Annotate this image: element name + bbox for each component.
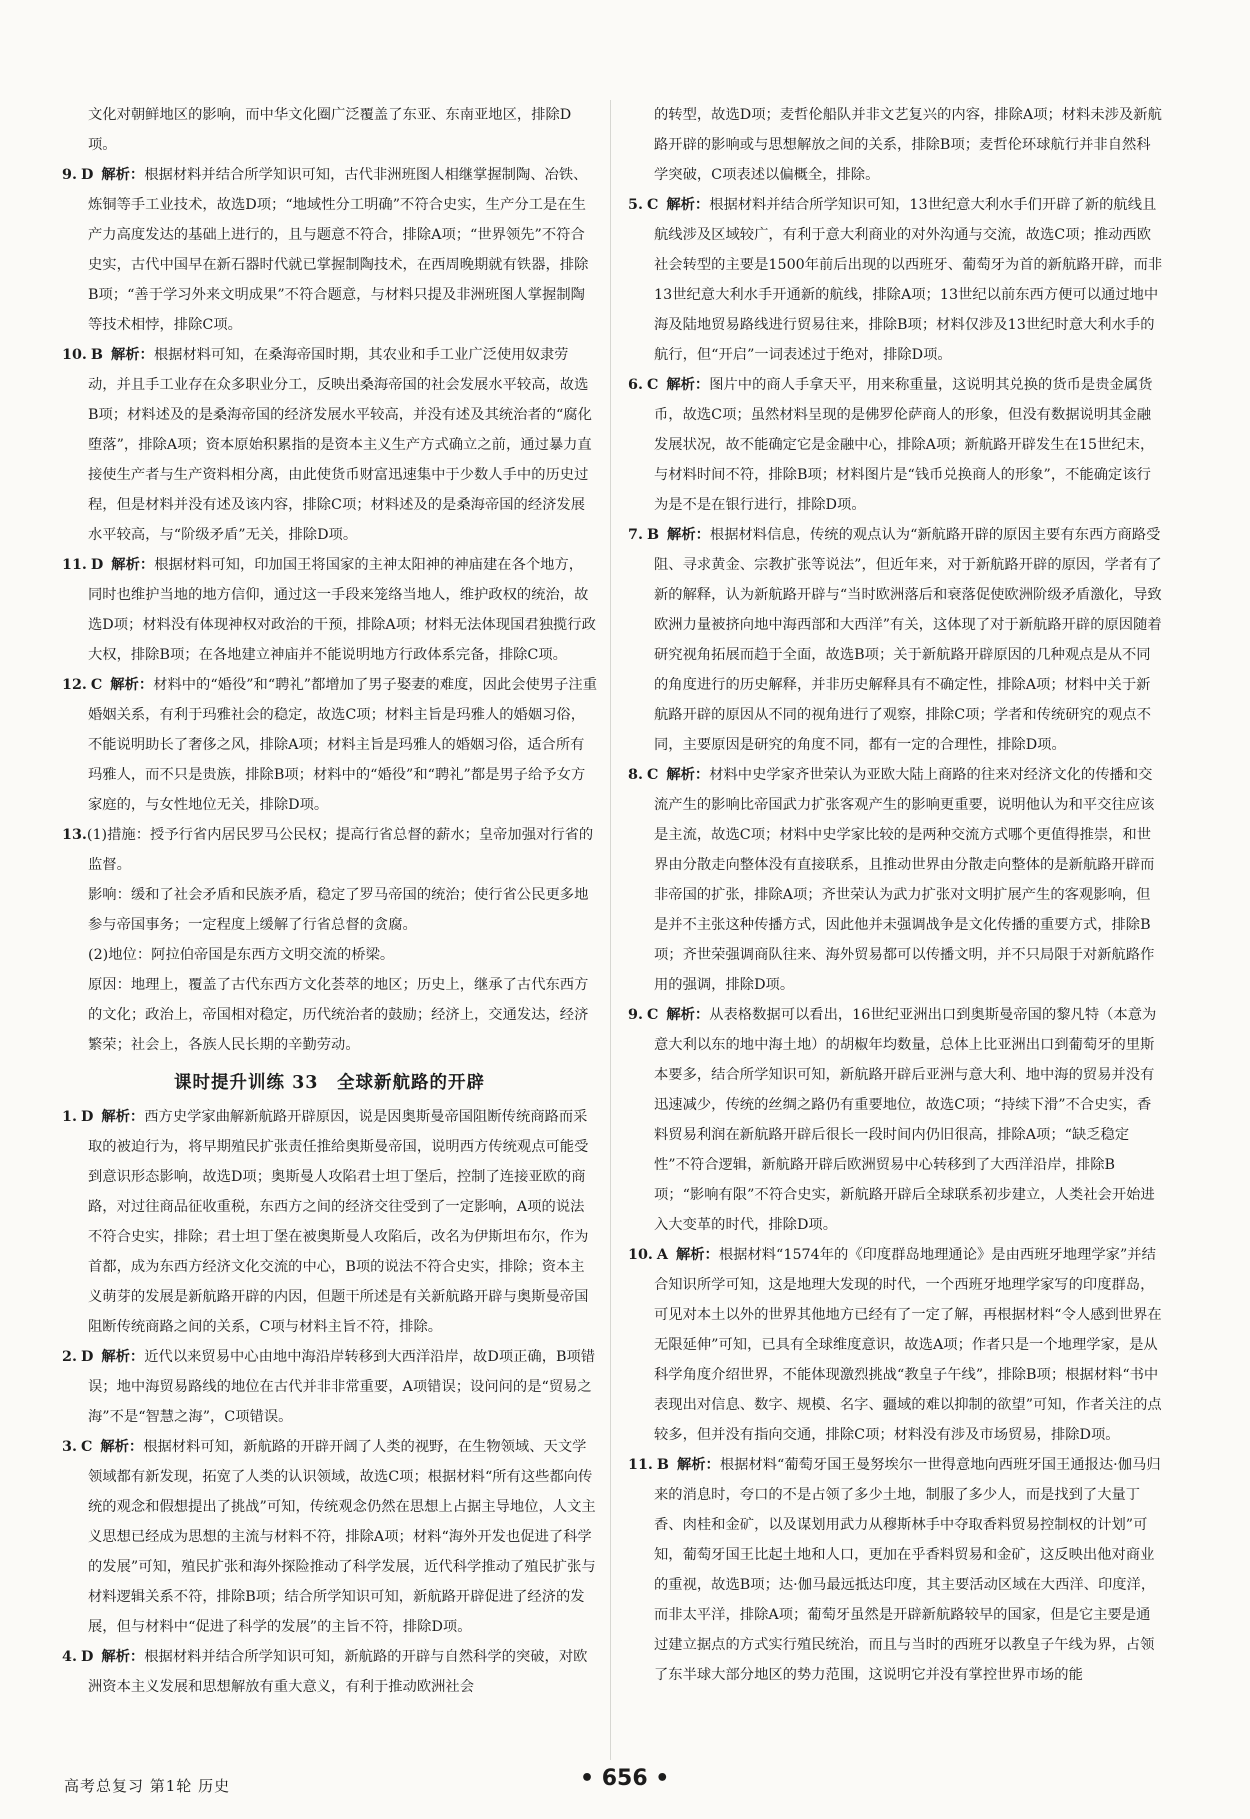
item-number: 11. bbox=[628, 1457, 653, 1473]
analysis-label: 解析： bbox=[101, 1349, 145, 1365]
answer-letter: D bbox=[80, 1109, 94, 1125]
analysis-label: 解析： bbox=[101, 167, 145, 183]
paragraph: 文化对朝鲜地区的影响，而中华文化圈广泛覆盖了东亚、东南亚地区，排除D项。 bbox=[88, 107, 572, 153]
item-number: 12. bbox=[62, 677, 87, 693]
analysis-text: 近代以来贸易中心由地中海沿岸转移到大西洋沿岸，故D项正确，B项错误；地中海贸易路线的地位在古代并非非常重要，A项错误；设问问的是“贸易之海”不是“智慧之海”，C项错误。 bbox=[88, 1349, 596, 1425]
analysis-text: 根据材料并结合所学知识可知，新航路的开辟与自然科学的突破，对欧洲资本主义发展和思想解放有重大意义，有利于推动欧洲社会 bbox=[88, 1649, 588, 1695]
analysis-text: 根据材料信息，传统的观点认为“新航路开辟的原因主要有东西方商路受阻、寻求黄金、宗教扩张等说法”，但近年来，对于新航路开辟的原因，学者有了新的解释，认为新航路开辟与“当时欧洲落后和衰落促使欧洲阶级矛盾激化，导致欧洲力量被挤向地中海西部和大西洋”有关，这体现了对于新航路开辟的原因随着研究视角拓展而趋于全面，故选B项；关于新航路开辟原因的几种观点是从不同的角度进行的历史解释，并非历史解释具有不确定性，排除A项；材料中关于新航路开辟的原因从不同的视角进行了观察，排除C项；学者和传统研究的观点不同，主要原因是研究的角度不同，都有一定的合理性，排除D项。 bbox=[654, 527, 1162, 753]
page-number: • 656 • bbox=[580, 1766, 670, 1791]
column-divider bbox=[610, 100, 611, 1760]
item-number: 7. bbox=[628, 527, 643, 543]
section-title: 课时提升训练 33 全球新航路的开辟 bbox=[174, 1073, 485, 1093]
book-title-footer: 高考总复习 第1轮 历史 bbox=[64, 1777, 231, 1795]
answer-letter: D bbox=[80, 1349, 94, 1365]
right-column bbox=[628, 100, 1163, 1690]
answer-letter: C bbox=[90, 677, 103, 693]
analysis-text: 材料中的“婚役”和“聘礼”都增加了男子娶妻的难度，因此会使男子注重婚姻关系，有利于玛雅社会的稳定，故选C项；材料主旨是玛雅人的婚姻习俗，不能说明助长了奢侈之风，排除A项；材料主旨是玛雅人的婚姻习俗，适合所有玛雅人，而不只是贵族，排除B项；材料中的“婚役”和“聘礼”都是男子给予女方家庭的，与女性地位无关，排除D项。 bbox=[88, 677, 597, 813]
answer-item-3 bbox=[62, 1432, 597, 1642]
analysis-label: 解析： bbox=[101, 1649, 145, 1665]
analysis-text: 根据材料可知，新航路的开辟开阔了人类的视野，在生物领域、天文学领域都有新发现，拓宽了人类的认识领域，故选C项；根据材料“所有这些都向传统的观念和假想提出了挑战”可知，传统观念仍然在思想上占据主导地位，人文主义思想已经成为思想的主流与材料不符，排除A项；材料“海外开发也促进了科学的发展”可知，殖民扩张和海外探险推动了科学发展，近代科学推动了殖民扩张与材料逻辑关系不符，排除B项；结合所学知识可知，新航路开辟促进了经济的发展，但与材料中“促进了科学的发展”的主旨不符，排除D项。 bbox=[88, 1439, 596, 1635]
answer-item-11 bbox=[628, 1450, 1163, 1690]
analysis-text: 根据材料“1574年的《印度群岛地理通论》是由西班牙地理学家”并结合知识所学可知，这是地理大发现的时代，一个西班牙地理学家写的印度群岛，可见对本土以外的世界其他地方已经有了一定了解，再根据材料“令人感到世界在无限延伸”可知，已具有全球维度意识，故选A项；作者只是一个地理学家，是从科学角度介绍世界，不能体现激烈挑战“教皇子午线”，排除B项；根据材料“书中表现出对信息、数字、规模、名字、疆域的难以抑制的欲望”可知，作者关注的点较多，但并没有指向交通，排除C项；材料没有涉及市场贸易，排除D项。 bbox=[654, 1247, 1162, 1443]
analysis-text: 根据材料可知，印加国王将国家的主神太阳神的神庙建在各个地方，同时也维护当地的地方信仰，通过这一手段来笼络当地人，维护政权的统治，故选D项；材料没有体现神权对政治的干预，排除A项；材料无法体现国君独揽行政大权，排除B项；在各地建立神庙并不能说明地方行政体系完备，排除C项。 bbox=[88, 557, 596, 663]
answer-item-5 bbox=[628, 190, 1163, 370]
analysis-label: 解析： bbox=[666, 197, 710, 213]
answer-letter: C bbox=[646, 1007, 659, 1023]
answer-text: (1)措施：授予行省内居民罗马公民权；提高行省总督的薪水；皇帝加强对行省的监督。 bbox=[86, 827, 594, 873]
item-number: 9. bbox=[628, 1007, 643, 1023]
answer-item-12 bbox=[62, 670, 597, 820]
analysis-text: 从表格数据可以看出，16世纪亚洲出口到奥斯曼帝国的黎凡特（本意为意大利以东的地中海土地）的胡椒年均数量，总体上比亚洲出口到葡萄牙的里斯本要多，结合所学知识可知，新航路开辟后亚洲与意大利、地中海的贸易并没有迅速减少，传统的丝绸之路仍有重要地位，故选C项；“持续下滑”不合史实，香料贸易利润在新航路开辟后很长一段时间内仍旧很高，排除A项；“缺乏稳定性”不符合逻辑，新航路开辟后欧洲贸易中心转移到了大西洋沿岸，排除B项；“影响有限”不符合史实，新航路开辟后全球联系初步建立，人类社会开始进入大变革的时代，排除D项。 bbox=[654, 1007, 1157, 1233]
analysis-text: 图片中的商人手拿天平，用来称重量，这说明其兑换的货币是贵金属货币，故选C项；虽然材料呈现的是佛罗伦萨商人的形象，但没有数据说明其金融发展状况，故不能确定它是金融中心，排除A项；新航路开辟发生在15世纪末，与材料时间不符，排除B项；材料图片是“钱币兑换商人的形象”，不能确定该行为是不是在银行进行，排除D项。 bbox=[654, 377, 1155, 513]
answer-item-8 bbox=[628, 760, 1163, 1000]
answer-letter: A bbox=[656, 1247, 668, 1263]
answer-item-1 bbox=[62, 1102, 597, 1342]
analysis-label: 解析： bbox=[667, 527, 710, 543]
analysis-label: 解析： bbox=[666, 377, 710, 393]
answer-item-13 bbox=[62, 820, 597, 880]
analysis-text: 根据材料可知，在桑海帝国时期，其农业和手工业广泛使用奴隶劳动，并且手工业存在众多职业分工，反映出桑海帝国的社会发展水平较高，故选B项；材料述及的是桑海帝国的经济发展水平较高，并没有述及其统治者的“腐化堕落”，排除A项；资本原始积累指的是资本主义生产方式确立之前，通过暴力直接使生产者与生产资料相分离，由此使货币财富迅速集中于少数人手中的历史过程，但是材料并没有述及该内容，排除C项；材料述及的是桑海帝国的经济发展水平较高，与“阶级矛盾”无关，排除D项。 bbox=[88, 347, 592, 543]
answer-letter: C bbox=[80, 1439, 93, 1455]
answer-item-2 bbox=[62, 1342, 597, 1432]
item-number: 13. bbox=[62, 827, 87, 843]
answer-letter: B bbox=[656, 1457, 669, 1473]
analysis-label: 解析： bbox=[675, 1247, 719, 1263]
analysis-label: 解析： bbox=[666, 1007, 710, 1023]
item-number: 8. bbox=[628, 767, 643, 783]
analysis-text: 根据材料“葡萄牙国王曼努埃尔一世得意地向西班牙国王通报达·伽马归来的消息时，夸口的不是占领了多少土地，制服了多少人，而是找到了大量丁香、肉桂和金矿，以及谋划用武力从穆斯林手中夺取香料贸易控制权的计划”可知，葡萄牙国王比起土地和人口，更加在乎香料贸易和金矿，这反映出他对商业的重视，故选B项；达·伽马最远抵达印度，其主要活动区域在大西洋、印度洋，而非太平洋，排除A项；葡萄牙虽然是开辟新航路较早的国家，但是它主要是通过建立据点的方式实行殖民统治，而且与当时的西班牙以教皇子午线为界，占领了东半球大部分地区的势力范围，这说明它并没有掌控世界市场的能 bbox=[654, 1457, 1161, 1683]
answer-letter: B bbox=[646, 527, 660, 543]
answer-letter: D bbox=[80, 1649, 94, 1665]
answer-letter: C bbox=[646, 767, 659, 783]
analysis-text: 材料中史学家齐世荣认为亚欧大陆上商路的往来对经济文化的传播和交流产生的影响比帝国武力扩张客观产生的影响更重要，说明他认为和平交往应该是主流，故选C项；材料中史学家比较的是两种交流方式哪个更值得推崇，和世界由分散走向整体没有直接联系，且推动世界由分散走向整体的是新航路开辟而非帝国的扩张，排除A项；齐世荣认为武力扩张对文明扩展产生的客观影响，但是并不主张这种传播方式，因此他并未强调战争是文化传播的重要方式，排除B项；齐世荣强调商队往来、海外贸易都可以传播文明，并不只局限于对新航路作用的强调，排除D项。 bbox=[654, 767, 1155, 993]
paragraph: 的转型，故选D项；麦哲伦船队并非文艺复兴的内容，排除A项；材料未涉及新航路开辟的影响或与思想解放之间的关系，排除B项；麦哲伦环球航行并非自然科学突破，C项表述以偏概全，排除。 bbox=[654, 107, 1162, 183]
left-column bbox=[62, 100, 597, 1702]
analysis-label: 解析： bbox=[110, 347, 154, 363]
analysis-text: 西方史学家曲解新航路开辟原因，说是因奥斯曼帝国阻断传统商路而采取的被迫行为，将早期殖民扩张责任推给奥斯曼帝国，说明西方传统观点可能受到意识形态影响，故选D项；奥斯曼人攻陷君士坦丁堡后，控制了连接亚欧的商路，对过往商品征收重税，东西方之间的经济交往受到了一定影响，A项的说法不符合史实，排除；君士坦丁堡在被奥斯曼人攻陷后，改名为伊斯坦布尔，作为首都，成为东西方经济文化交流的中心，B项的说法不符合史实，排除；资本主义萌芽的发展是新航路开辟的内因，但题干所述是有关新航路开辟与奥斯曼帝国阻断传统商路之间的关系，C项与材料主旨不符，排除。 bbox=[88, 1109, 589, 1335]
answer-item-4 bbox=[62, 1642, 597, 1702]
analysis-text: 根据材料并结合所学知识可知，13世纪意大利水手们开辟了新的航线且航线涉及区域较广，有利于意大利商业的对外沟通与交流，故选C项；推动西欧社会转型的主要是1500年前后出现的以西班牙、葡萄牙为首的新航路开辟，而非13世纪意大利水手开通新的航线，排除A项；13世纪以前东西方便可以通过地中海及陆地贸易路线进行贸易往来，排除B项；材料仅涉及13世纪时意大利水手的航行，但“开启”一词表述过于绝对，排除D项。 bbox=[654, 197, 1163, 363]
item-number: 9. bbox=[62, 167, 77, 183]
analysis-text: 根据材料并结合所学知识可知，古代非洲班图人相继掌握制陶、冶铁、炼铜等手工业技术，故选D项；“地域性分工明确”不符合史实，生产分工是在生产力高度发达的基础上进行的，且与题意不符合，排除A项；“世界领先”不符合史实，古代中国早在新石器时代就已掌握制陶技术，在西周晚期就有铁器，排除B项；“善于学习外来文明成果”不符合题意，与材料只提及非洲班图人掌握制陶等技术相悖，排除C项。 bbox=[88, 167, 589, 333]
answer-letter: D bbox=[80, 167, 94, 183]
analysis-label: 解析： bbox=[676, 1457, 720, 1473]
analysis-label: 解析： bbox=[666, 767, 710, 783]
item-number: 2. bbox=[62, 1349, 77, 1365]
answer-item-9 bbox=[628, 1000, 1163, 1240]
answer-letter: B bbox=[90, 347, 103, 363]
answer-text: (2)地位：阿拉伯帝国是东西方文明交流的桥梁。 bbox=[88, 947, 395, 963]
analysis-label: 解析： bbox=[101, 1109, 145, 1125]
item-number: 10. bbox=[628, 1247, 653, 1263]
answer-item-11 bbox=[62, 550, 597, 670]
answer-letter: D bbox=[90, 557, 104, 573]
answer-item-9 bbox=[62, 160, 597, 340]
analysis-label: 解析： bbox=[110, 677, 154, 693]
item-number: 10. bbox=[62, 347, 87, 363]
answer-item-7 bbox=[628, 520, 1163, 760]
answer-text: 原因：地理上，覆盖了古代东西方文化荟萃的地区；历史上，继承了古代东西方的文化；政治上，帝国相对稳定，历代统治者的鼓励；经济上，交通发达，经济繁荣；社会上，各族人民长期的辛勤劳动。 bbox=[88, 977, 589, 1053]
answer-item-10 bbox=[62, 340, 597, 550]
answer-letter: C bbox=[646, 197, 659, 213]
analysis-label: 解析： bbox=[111, 557, 155, 573]
item-number: 6. bbox=[628, 377, 643, 393]
answer-letter: C bbox=[646, 377, 659, 393]
answer-item-10 bbox=[628, 1240, 1163, 1450]
item-number: 1. bbox=[62, 1109, 77, 1125]
answer-text: 影响：缓和了社会矛盾和民族矛盾，稳定了罗马帝国的统治；使行省公民更多地参与帝国事务；一定程度上缓解了行省总督的贪腐。 bbox=[88, 887, 589, 933]
item-number: 3. bbox=[62, 1439, 77, 1455]
item-number: 11. bbox=[62, 557, 87, 573]
item-number: 5. bbox=[628, 197, 643, 213]
answer-item-6 bbox=[628, 370, 1163, 520]
item-number: 4. bbox=[62, 1649, 77, 1665]
analysis-label: 解析： bbox=[100, 1439, 144, 1455]
